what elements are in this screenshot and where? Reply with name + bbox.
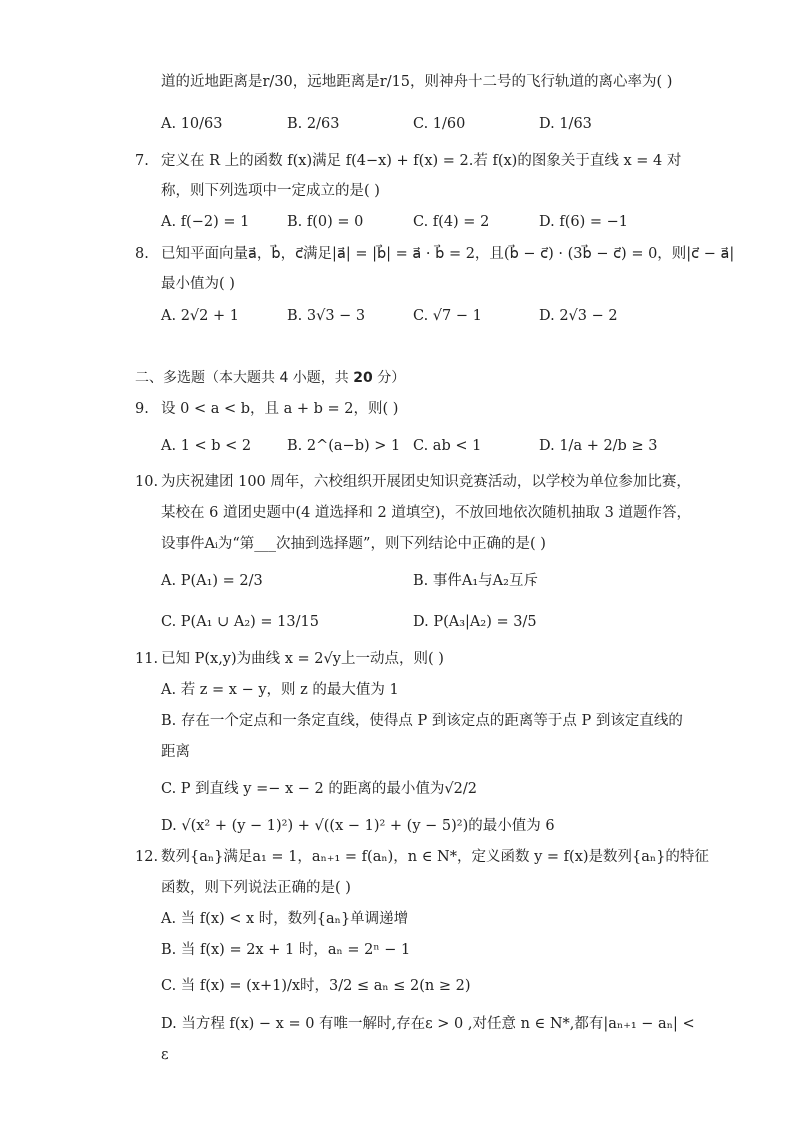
q10-option-d: D. P(A₃|A₂) = 3/5: [413, 614, 537, 630]
q6-option-d: D. 1/63: [539, 116, 592, 132]
q10-text-line3: 设事件Aᵢ为“第___次抽到选择题”，则下列结论中正确的是( ): [161, 536, 546, 552]
q10-option-a: A. P(A₁) = 2/3: [161, 573, 263, 589]
q11-option-a: A. 若 z = x − y，则 z 的最大值为 1: [161, 682, 399, 698]
q10-option-b: B. 事件A₁与A₂互斥: [413, 573, 538, 589]
section-heading-points: 20: [353, 370, 373, 386]
q12-option-d-line1: D. 当方程 f(x) − x = 0 有唯一解时,存在ε > 0 ,对任意 n ∈ N*,都有|aₙ₊₁ − aₙ| <: [161, 1016, 695, 1032]
q7-option-c: C. f(4) = 2: [413, 214, 490, 230]
q7-option-d: D. f(6) = −1: [539, 214, 628, 230]
q8-option-c: C. √7 − 1: [413, 308, 482, 324]
q9-option-b: B. 2^(a−b) > 1: [287, 438, 401, 454]
q12-number: 12.: [135, 849, 159, 865]
q9-number: 9.: [135, 401, 149, 417]
q9-text: 设 0 < a < b，且 a + b = 2，则( ): [161, 401, 399, 417]
q8-option-d: D. 2√3 − 2: [539, 308, 618, 324]
q6-option-a: A. 10/63: [161, 116, 223, 132]
q12-text-line1: 数列{aₙ}满足a₁ = 1，aₙ₊₁ = f(aₙ)，n ∈ N*，定义函数 y = f(x)是数列{aₙ}的特征: [161, 849, 709, 865]
q7-text-line2: 称，则下列选项中一定成立的是( ): [161, 183, 380, 199]
q10-text-line1: 为庆祝建团 100 周年，六校组织开展团史知识竞赛活动，以学校为单位参加比赛，: [161, 474, 691, 490]
q6-text: 道的近地距离是r/30，远地距离是r/15，则神舟十二号的飞行轨道的离心率为( ): [161, 74, 673, 90]
q8-number: 8.: [135, 246, 149, 262]
section-heading-prefix: 二、多选题（本大题共 4 小题，共: [135, 370, 354, 386]
q7-option-a: A. f(−2) = 1: [161, 214, 250, 230]
q6-option-c: C. 1/60: [413, 116, 466, 132]
q10-number: 10.: [135, 474, 159, 490]
q12-option-b: B. 当 f(x) = 2x + 1 时，aₙ = 2ⁿ − 1: [161, 942, 411, 958]
q9-option-a: A. 1 < b < 2: [161, 438, 252, 454]
q11-option-b-line1: B. 存在一个定点和一条定直线，使得点 P 到该定点的距离等于点 P 到该定直线的: [161, 713, 683, 729]
q7-option-b: B. f(0) = 0: [287, 214, 364, 230]
q8-option-a: A. 2√2 + 1: [161, 308, 239, 324]
q7-text-line1: 定义在 R 上的函数 f(x)满足 f(4−x) + f(x) = 2.若 f(x)的图象关于直线 x = 4 对: [161, 153, 682, 169]
q11-option-d: D. √(x² + (y − 1)²) + √((x − 1)² + (y − 5)²)的最小值为 6: [161, 818, 555, 834]
q11-option-c: C. P 到直线 y =− x − 2 的距离的最小值为√2/2: [161, 781, 477, 797]
q8-text-line2: 最小值为( ): [161, 276, 235, 292]
q8-text-line1: 已知平面向量a⃗，b⃗，c⃗满足|a⃗| = |b⃗| = a⃗ · b⃗ = 2，且(b⃗ − c⃗) · (3b⃗ − c⃗) = 0，则|c⃗ − a⃗|: [161, 246, 735, 262]
q12-option-a: A. 当 f(x) < x 时，数列{aₙ}单调递增: [161, 911, 409, 927]
q9-option-d: D. 1/a + 2/b ≥ 3: [539, 438, 658, 454]
q11-number: 11.: [135, 651, 159, 667]
q6-option-b: B. 2/63: [287, 116, 340, 132]
q10-text-line2: 某校在 6 道团史题中(4 道选择和 2 道填空)，不放回地依次随机抽取 3 道题作答，: [161, 505, 691, 521]
q7-number: 7.: [135, 153, 149, 169]
q12-text-line2: 函数，则下列说法正确的是( ): [161, 880, 351, 896]
q11-text: 已知 P(x,y)为曲线 x = 2√y上一动点，则( ): [161, 651, 444, 667]
q8-option-b: B. 3√3 − 3: [287, 308, 366, 324]
q9-option-c: C. ab < 1: [413, 438, 482, 454]
q12-option-c: C. 当 f(x) = (x+1)/x时，3/2 ≤ aₙ ≤ 2(n ≥ 2): [161, 978, 471, 994]
q12-option-d-line2: ε: [161, 1047, 169, 1063]
q11-option-b-line2: 距离: [161, 744, 190, 760]
q10-option-c: C. P(A₁ ∪ A₂) = 13/15: [161, 614, 319, 630]
section-heading-multiple-choice: [135, 368, 405, 388]
section-heading-suffix: 分）: [372, 370, 406, 386]
